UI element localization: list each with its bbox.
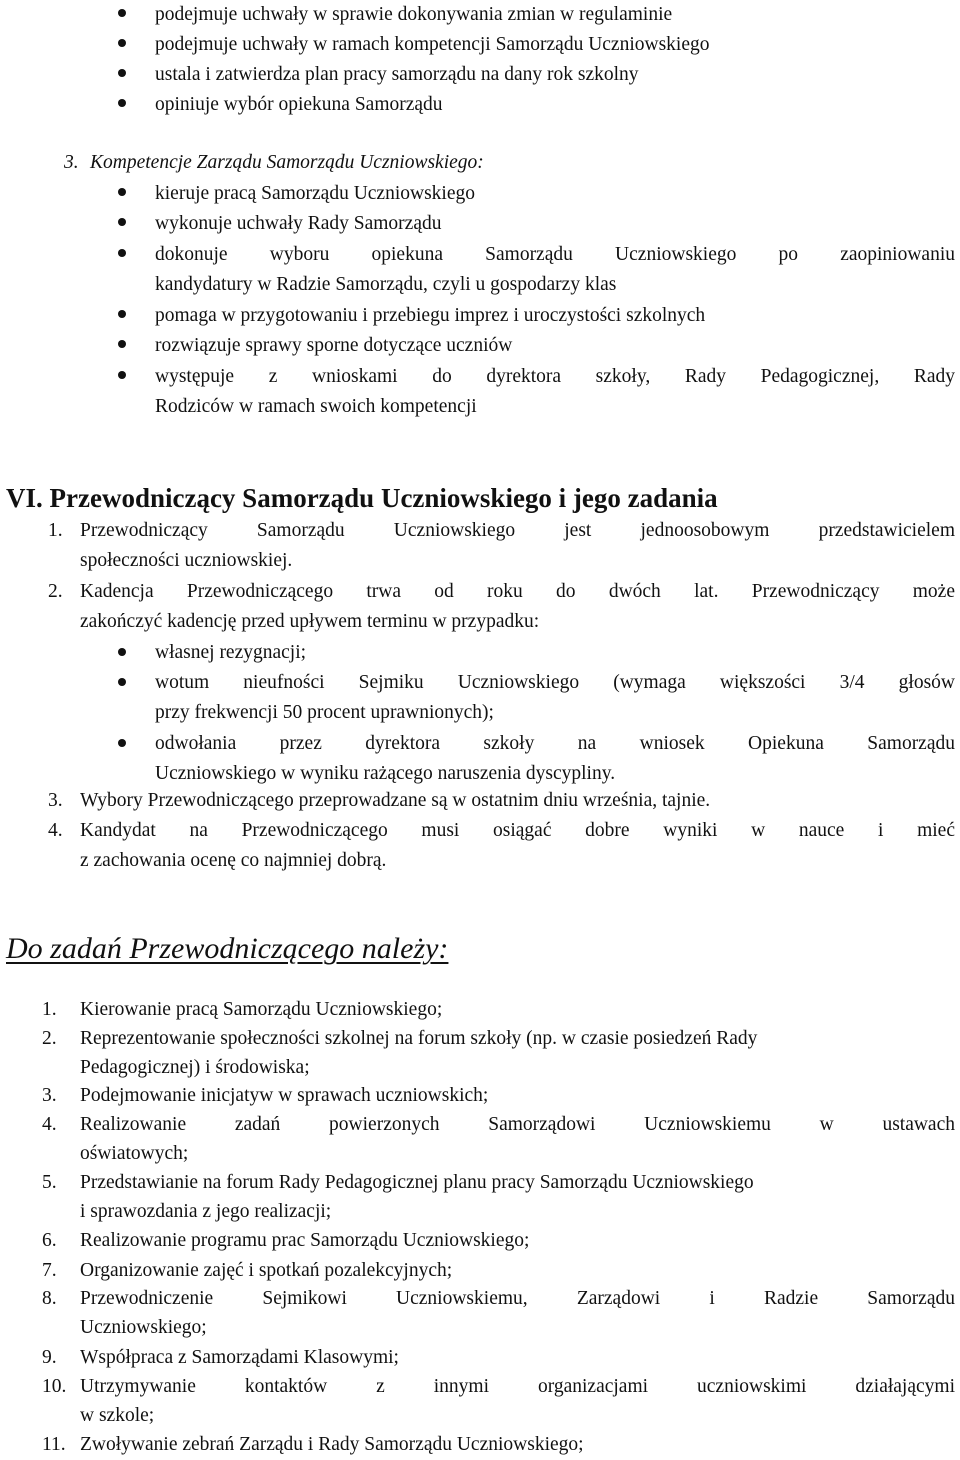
list-item: kieruje pracą Samorządu Uczniowskiego (155, 183, 475, 204)
list-item: Organizowanie zajęć i spotkań pozalekcyjnych; (80, 1260, 453, 1281)
list-item-continuation: Uczniowskiego; (80, 1317, 207, 1338)
bullet-icon (118, 188, 126, 196)
section-vi-heading: VI. Przewodniczący Samorządu Uczniowskiego i jego zadania (6, 483, 718, 513)
list-item: Przewodniczenie Sejmikowi Uczniowskiemu, Zarządowi i Radzie Samorządu (80, 1288, 955, 1309)
item-number: 1. (48, 520, 63, 541)
list-item: odwołania przez dyrektora szkoły na wniosek Opiekuna Samorządu (155, 733, 955, 754)
item-number: 7. (42, 1260, 57, 1281)
list-item: wotum nieufności Sejmiku Uczniowskiego (wymaga większości 3/4 głosów (155, 672, 955, 693)
list-item: Współpraca z Samorządami Klasowymi; (80, 1347, 399, 1368)
list-item-continuation: Uczniowskiego w wyniku rażącego naruszenia dyscypliny. (155, 763, 616, 784)
list-item: podejmuje uchwały w ramach kompetencji Samorządu Uczniowskiego (155, 34, 710, 55)
bullet-icon (118, 340, 126, 348)
item-number: 4. (42, 1114, 57, 1135)
bullet-icon (118, 648, 126, 656)
item-number: 1. (42, 999, 57, 1020)
item-number: 3. (42, 1085, 57, 1106)
list-item: Zwoływanie zebrań Zarządu i Rady Samorządu Uczniowskiego; (80, 1434, 584, 1455)
list-item: Kandydat na Przewodniczącego musi osiągać dobre wyniki w nauce i mieć (80, 820, 955, 841)
item-number: 11. (42, 1434, 66, 1455)
list-item: Realizowanie programu prac Samorządu Uczniowskiego; (80, 1230, 530, 1251)
bullet-icon (118, 69, 126, 77)
list-item-continuation: oświatowych; (80, 1143, 189, 1164)
list-item: opiniuje wybór opiekuna Samorządu (155, 94, 443, 115)
item-number: 6. (42, 1230, 57, 1251)
bullet-icon (118, 678, 126, 686)
list-item: Kierowanie pracą Samorządu Uczniowskiego; (80, 999, 443, 1020)
list-item-continuation: przy frekwencji 50 procent uprawnionych); (155, 702, 494, 723)
item-number: 4. (48, 820, 63, 841)
list-item: Kadencja Przewodniczącego trwa od roku do dwóch lat. Przewodniczący może (80, 581, 955, 602)
bullet-icon (118, 310, 126, 318)
list-item: Reprezentowanie społeczności szkolnej na forum szkoły (np. w czasie posiedzeń Rady (80, 1028, 758, 1049)
list-item-continuation: zakończyć kadencję przed upływem terminu w przypadku: (80, 611, 540, 632)
list-item-continuation: i sprawozdania z jego realizacji; (80, 1201, 332, 1222)
list-item: Wybory Przewodniczącego przeprowadzane są w ostatnim dniu września, tajnie. (80, 790, 711, 811)
item-number: 5. (42, 1172, 57, 1193)
list-item-continuation: Pedagogicznej) i środowiska; (80, 1057, 310, 1078)
bullet-icon (118, 249, 126, 257)
bullet-icon (118, 218, 126, 226)
bullet-icon (118, 99, 126, 107)
item-number: 10. (42, 1376, 67, 1397)
section-3-heading: Kompetencje Zarządu Samorządu Uczniowskiego: (90, 152, 484, 173)
list-item-continuation: Rodziców w ramach swoich kompetencji (155, 396, 477, 417)
bullet-icon (118, 739, 126, 747)
item-number: 2. (42, 1028, 57, 1049)
list-item-continuation: z zachowania ocenę co najmniej dobrą. (80, 850, 387, 871)
duties-heading: Do zadań Przewodniczącego należy: (6, 932, 449, 965)
item-number: 8. (42, 1288, 57, 1309)
list-item: Podejmowanie inicjatyw w sprawach uczniowskich; (80, 1085, 489, 1106)
list-item-continuation: w szkole; (80, 1405, 155, 1426)
bullet-icon (118, 371, 126, 379)
list-item: Przewodniczący Samorządu Uczniowskiego jest jednoosobowym przedstawicielem (80, 520, 955, 541)
bullet-icon (118, 39, 126, 47)
list-item: pomaga w przygotowaniu i przebiegu imprez i uroczystości szkolnych (155, 305, 706, 326)
section-3-number: 3. (64, 152, 79, 173)
list-item: Utrzymywanie kontaktów z innymi organizacjami uczniowskimi działającymi (80, 1376, 955, 1397)
list-item: Realizowanie zadań powierzonych Samorządowi Uczniowskiemu w ustawach (80, 1114, 955, 1135)
list-item: podejmuje uchwały w sprawie dokonywania zmian w regulaminie (155, 4, 673, 25)
list-item: ustala i zatwierdza plan pracy samorządu na dany rok szkolny (155, 64, 639, 85)
list-item: występuje z wnioskami do dyrektora szkoły, Rady Pedagogicznej, Rady (155, 366, 955, 387)
list-item-continuation: kandydatury w Radzie Samorządu, czyli u gospodarzy klas (155, 274, 617, 295)
list-item: rozwiązuje sprawy sporne dotyczące uczniów (155, 335, 513, 356)
item-number: 2. (48, 581, 63, 602)
item-number: 9. (42, 1347, 57, 1368)
list-item: dokonuje wyboru opiekuna Samorządu Uczniowskiego po zaopiniowaniu (155, 244, 955, 265)
list-item: własnej rezygnacji; (155, 642, 307, 663)
list-item: wykonuje uchwały Rady Samorządu (155, 213, 442, 234)
list-item: Przedstawianie na forum Rady Pedagogicznej planu pracy Samorządu Uczniowskiego (80, 1172, 754, 1193)
item-number: 3. (48, 790, 63, 811)
bullet-icon (118, 9, 126, 17)
list-item-continuation: społeczności uczniowskiej. (80, 550, 293, 571)
